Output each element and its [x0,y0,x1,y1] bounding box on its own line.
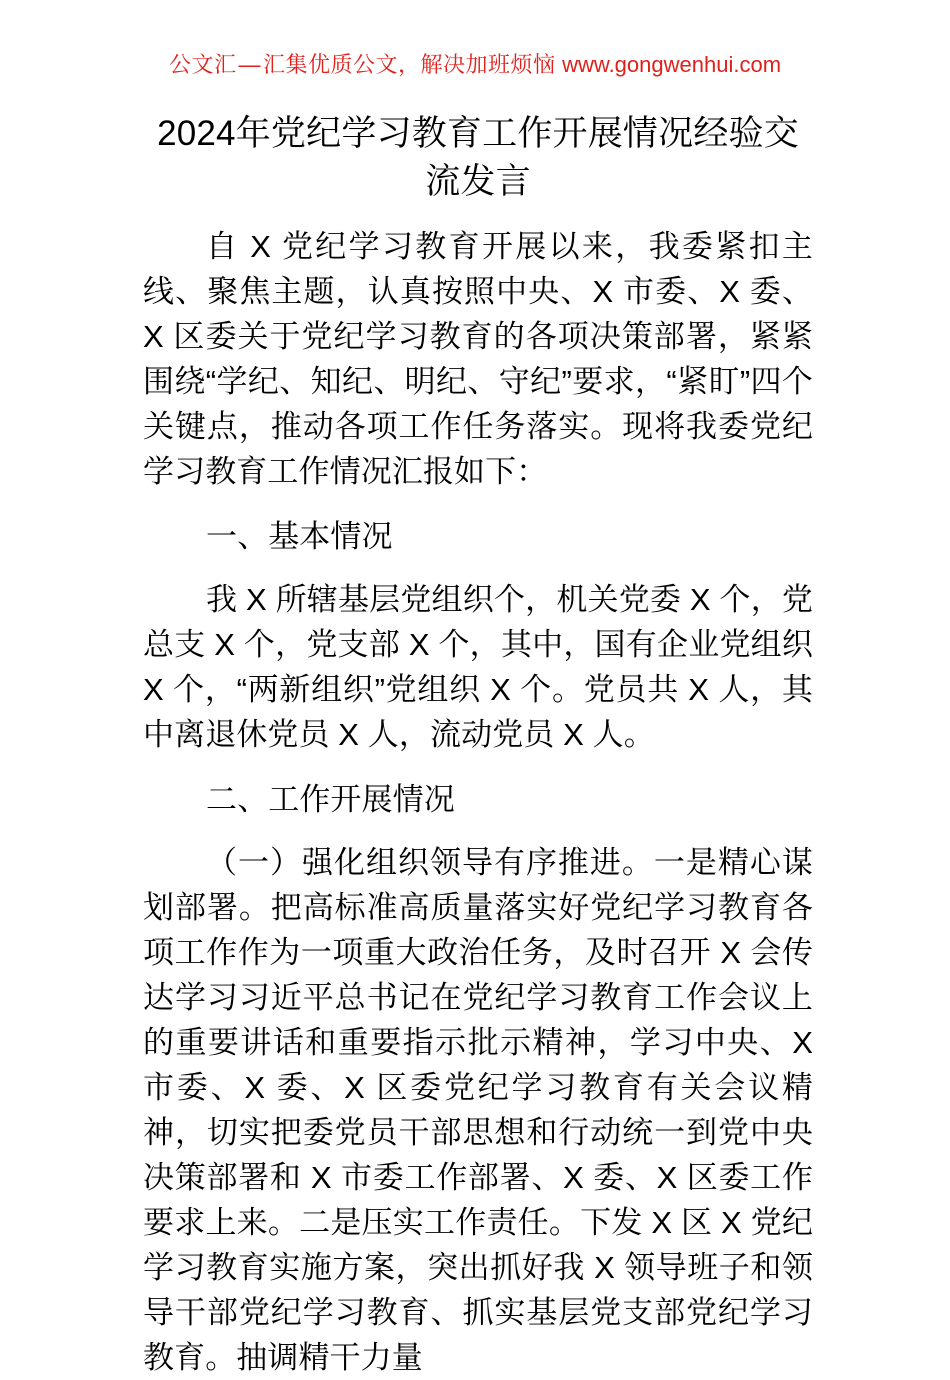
site-brand: 公文汇 [168,52,237,77]
section-heading-basic-situation: 一、基本情况 [206,519,393,554]
site-url: www.gongwenhui.com [562,52,782,77]
section-heading-work-progress: 二、工作开展情况 [206,782,455,817]
site-header-separator: — [238,52,261,77]
document-title: 2024年党纪学习教育工作开展情况经验交流发言 [157,114,799,201]
site-watermark-header [0,50,950,80]
paragraph-intro: 自 X 党纪学习教育开展以来，我委紧扣主线、聚焦主题，认真按照中央、X 市委、X 委、X 区委关于党纪学习教育的各项决策部署，紧紧围绕“学纪、知纪、明纪、守纪”要求，“紧盯”四个关键点，推动各项工作任务落实。现将我委党纪学习教育工作情况汇报如下： [143,229,813,489]
site-tagline: 汇集优质公文，解决加班烦恼 [262,52,556,77]
paragraph-basic-situation: 我 X 所辖基层党组织个，机关党委 X 个，党总支 X 个，党支部 X 个，其中，国有企业党组织 X 个，“两新组织”党组织 X 个。党员共 X 人，其中离退休党员 X 人，流动党员 X 人。 [143,582,813,752]
document-body [143,110,813,1380]
paragraph-work-progress-item-1: （一）强化组织领导有序推进。一是精心谋划部署。把高标准高质量落实好党纪学习教育各项工作作为一项重大政治任务，及时召开 X 会传达学习习近平总书记在党纪学习教育工作会议上的重要讲话和重要指示批示精神，学习中央、X 市委、X 委、X 区委党纪学习教育有关会议精神，切实把委党员干部思想和行动统一到党中央决策部署和 X 市委工作部署、X 委、X 区委工作要求上来。二是压实工作责任。下发 X 区 X 党纪学习教育实施方案，突出抓好我 X 领导班子和领导干部党纪学习教育、抓实基层党支部党纪学习教育。抽调精干力量 [143,845,813,1375]
